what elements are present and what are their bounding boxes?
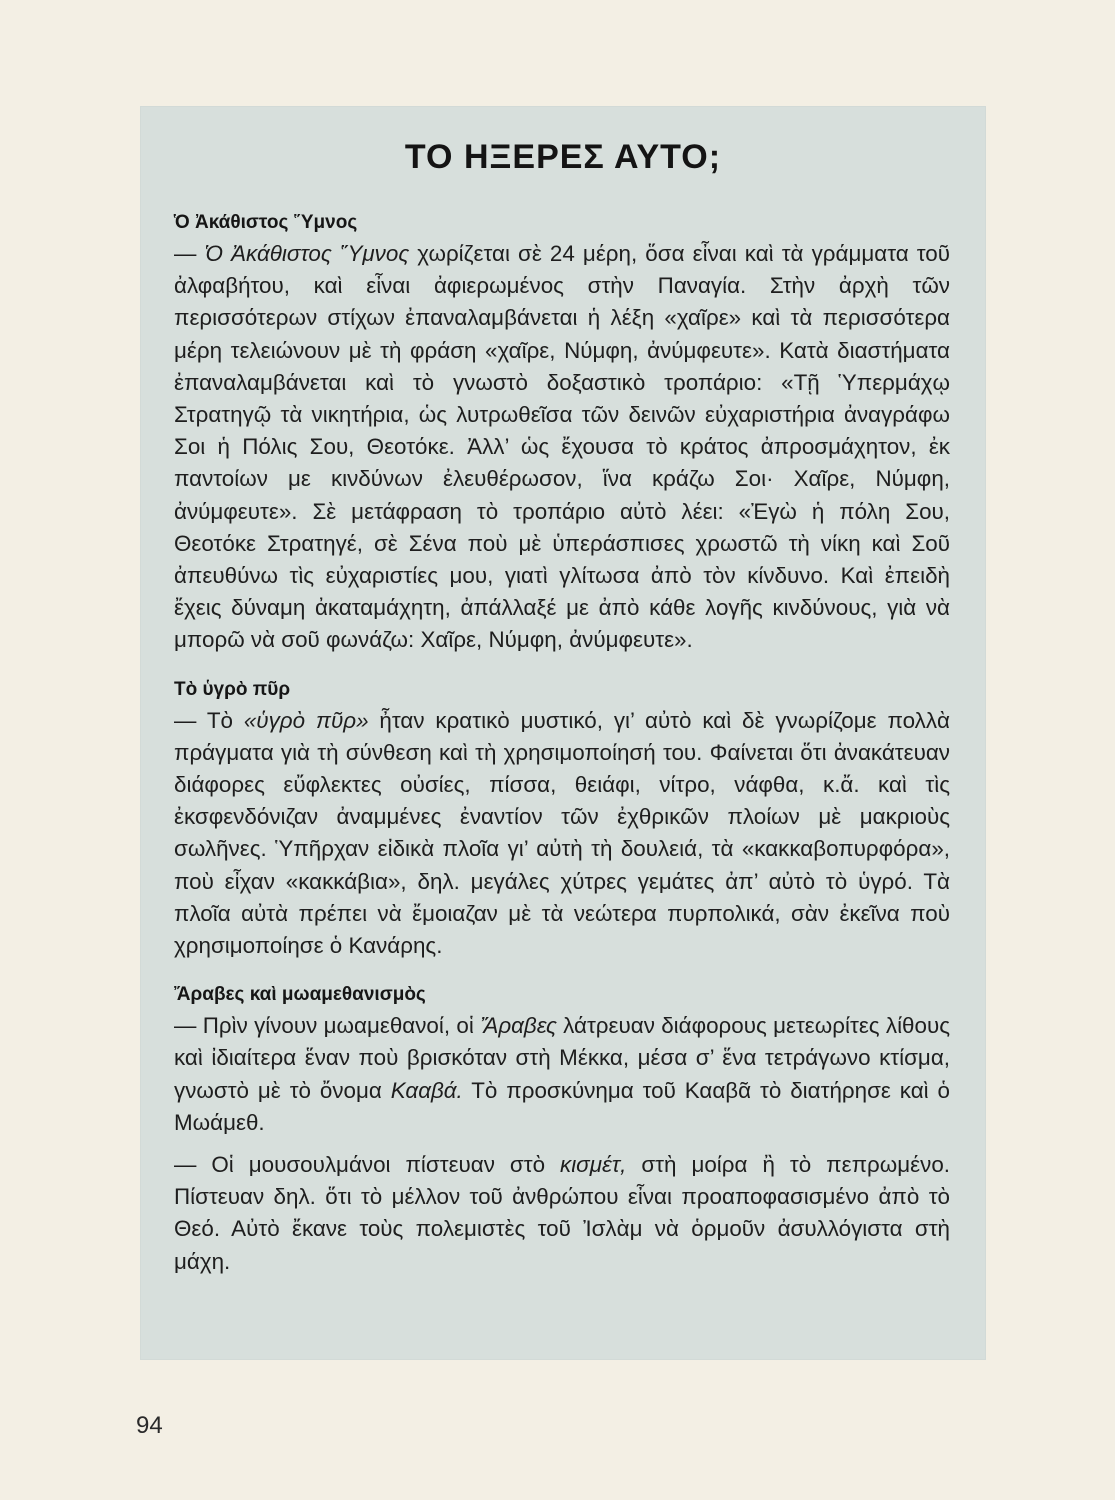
body-text: ἦταν κρατικὸ μυστικό, γι’ αὐτὸ καὶ δὲ γνωρίζομε πολλὰ πράγματα γιὰ τὴ σύνθεση καὶ τὴ χρησιμοποίησή του. Φαίνεται ὅτι ἀνακάτευαν διάφορες εὔφλεκτες οὐσίες, πίσσα, θειάφι, νίτρο, νάφθα, κ.ἄ. καὶ τὶς ἐκσφενδόνιζαν ἀναμμένες ἐναντίον τῶν ἐχθρικῶν πλοίων μὲ μακριοὺς σωλῆνες. Ὑπῆρχαν εἰδικὰ πλοῖα γι’ αὐτὴ τὴ δουλειά, τὰ «κακκαβοπυρφόρα», ποὺ εἶχαν «κακκάβια», δηλ. μεγάλες χύτρες γεμάτες ἀπ’ αὐτὸ τὸ ὑγρό. Τὰ πλοῖα αὐτὰ πρέπει νὰ ἔμοιαζαν μὲ τὰ νεώτερα πυρπολικά, σὰν ἐκεῖνα ποὺ χρησιμοποίησε ὁ Κανάρης. [174,707,950,959]
lead-text: — Οἱ μουσουλμάνοι πίστευαν στὸ [174,1152,561,1178]
content [174,208,950,1278]
italic-term: Ὁ Ἀκάθιστος Ὕμνος [204,241,410,266]
italic-term: «ὑγρὸ πῦρ» [243,707,369,733]
italic-term: Κααβά. [390,1077,463,1103]
lead-text: — Πρὶν γίνουν μωαμεθανοί, οἱ [174,1013,481,1039]
section-heading: Τὸ ὑγρὸ πῦρ [174,678,291,700]
paragraph [174,705,950,963]
section-greek-fire [174,675,950,963]
body-text: λάτρευαν διάφορους μετεωρίτες λίθους καὶ ἰδιαίτερα ἕναν ποὺ βρισκόταν στὴ Μέκκα, μέσα σ’ ἕνα τετράγωνο κτίσμα, γνωστὸ μὲ τὸ ὄνομα [174,1013,950,1103]
section-akathistos [174,208,950,657]
section-heading: Ὁ Ἀκάθιστος Ὕμνος [174,212,358,233]
section-heading: Ἄραβες καὶ μωαμεθανισμὸς [174,984,426,1006]
page-title: ΤΟ ΗΞΕΡΕΣ ΑΥΤΟ; [404,138,722,176]
italic-term: κισμέτ, [560,1152,627,1178]
section-arabs-islam [174,980,950,1278]
paragraph [174,238,950,657]
body-text: χωρίζεται σὲ 24 μέρη, ὅσα εἶναι καὶ τὰ γράμματα τοῦ ἀλφαβήτου, καὶ εἶναι ἀφιερωμένος στὴν Παναγία. Στὴν ἀρχὴ τῶν περισσότερων στίχων ἐπαναλαμβάνεται ἡ λέξη «χαῖρε» καὶ τὰ περισσότερα μέρη τελειώνουν μὲ τὴ φράση «χαῖρε, Νύμφη, ἀνύμφευτε». Κατὰ διαστήματα ἐπαναλαμβάνεται καὶ τὸ γνωστὸ δοξαστικὸ τροπάριο: «Τῇ Ὑπερμάχῳ Στρατηγῷ τὰ νικητήρια, ὡς λυτρωθεῖσα τῶν δεινῶν εὐχαριστήρια ἀναγράφω Σοι ἡ Πόλις Σου, Θεοτόκε. Ἀλλ’ ὡς ἔχουσα τὸ κράτος ἀπροσμάχητον, ἐκ παντοίων με κινδύνων ἐλευθέρωσον, ἵνα κράζω Σοι· Χαῖρε, Νύμφη, ἀνύμφευτε». Σὲ μετάφραση τὸ τροπάριο αὐτὸ λέει: «Ἐγὼ ἡ πόλη Σου, Θεοτόκε Στρατηγέ, σὲ Σένα ποὺ μὲ ὑπεράσπισες χρωστῶ τὴ νίκη καὶ Σοῦ ἀπευθύνω τὶς εὐχαριστίες μου, γιατὶ γλίτωσα ἀπὸ τὸν κίνδυνο. Καὶ ἐπειδὴ ἔχεις δύναμη ἀκαταμάχητη, ἀπάλλαξέ με ἀπὸ κάθε λογῆς κινδύνους, γιὰ νὰ μπορῶ νὰ σοῦ φωνάζω: Χαῖρε, Νύμφη, ἀνύμφευτε». [174,241,950,653]
italic-term: Ἄραβες [480,1013,557,1039]
lead-text: — [174,241,205,266]
body-text: στὴ μοίρα ἢ τὸ πεπρωμένο. Πίστευαν δηλ. ὅτι τὸ μέλλον τοῦ ἀνθρώπου εἶναι προαποφασισμένο ἀπὸ τὸ Θεό. Αὐτὸ ἔκανε τοὺς πολεμιστὲς τοῦ Ἰσλὰμ νὰ ὁρμοῦν ἀσυλλόγιστα στὴ μάχη. [174,1152,950,1274]
paragraph [174,1149,950,1278]
page-number: 94 [136,1412,163,1439]
paragraph [174,1010,950,1139]
lead-text: — Τὸ [174,707,244,733]
body-text: Τὸ προσκύνημα τοῦ Κααβᾶ τὸ διατήρησε καὶ ὁ Μωάμεθ. [174,1077,951,1135]
